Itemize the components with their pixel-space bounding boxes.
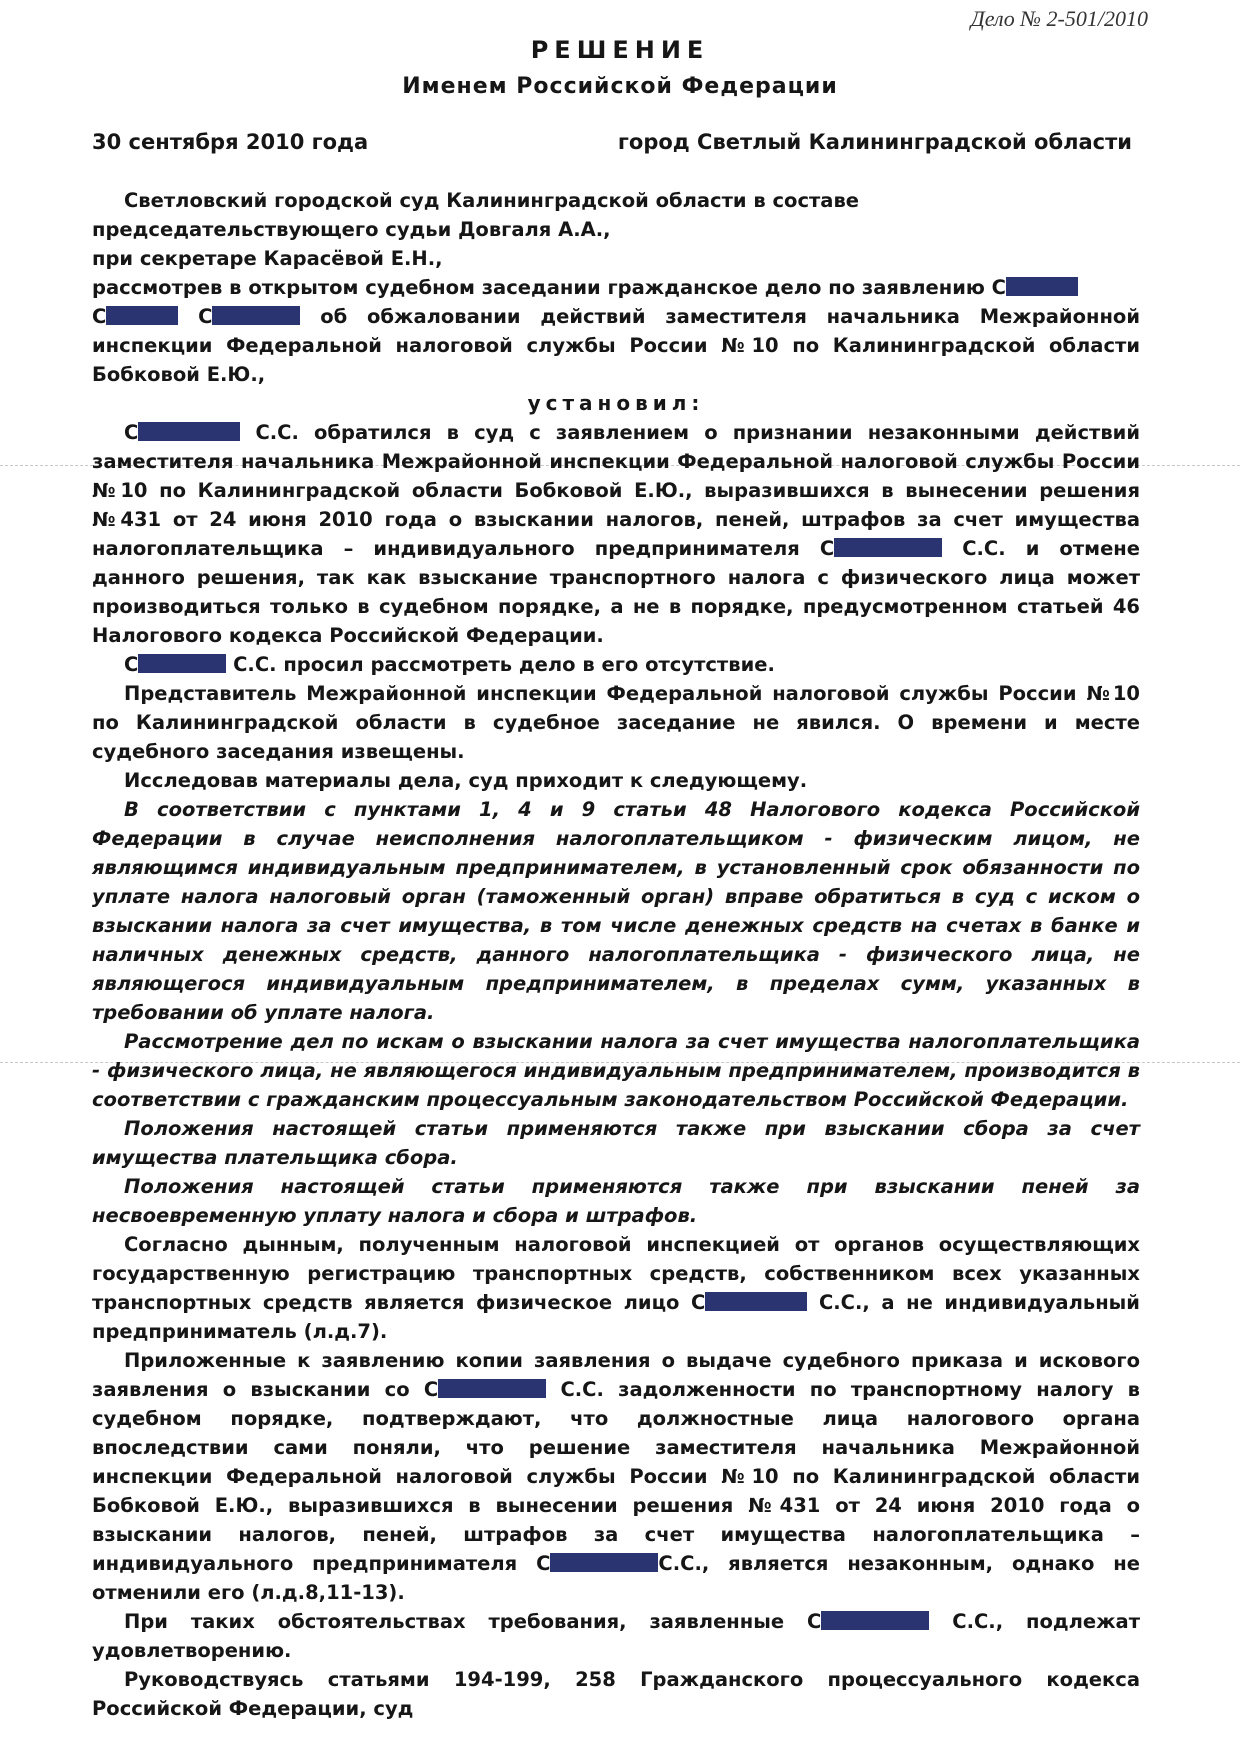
presiding-judge: председательствующего судьи Довгаля А.А., — [92, 218, 611, 241]
conclusion-paragraph: При таких обстоятельствах требования, заявленные С С.С., подлежат удовлетворению. — [92, 1610, 1140, 1662]
redaction-block — [550, 1553, 658, 1572]
document-body — [92, 186, 1140, 1723]
claim-paragraph: С С.С. обратился в суд с заявлением о признании незаконными действий заместителя начальника Межрайонной инспекции Федеральной налоговой службы России №10 по Калининградской области Бобковой Е.Ю., выразившихся в вынесении решения №431 от 24 июня 2010 года о взыскании налогов, пеней, штрафов за счет имущества налогоплательщика – индивидуального предпринимателя С С.С. и отмене данного решения, так как взыскание транспортного налога с физического лица может производиться только в судебном порядке, а не в порядке, предусмотренном статьей 46 Налогового кодекса Российской Федерации. — [92, 421, 1140, 647]
examined-paragraph: Исследовав материалы дела, суд приходит к следующему. — [124, 769, 808, 792]
absence-paragraph: С С.С. просил рассмотреть дело в его отсутствие. — [124, 653, 775, 676]
attached-documents-paragraph: Приложенные к заявлению копии заявления о выдаче судебного приказа и искового заявления о взыскании со С С.С. задолженности по транспортному налогу в судебном порядке, подтверждают, что должностные лица налогового органа впоследствии сами поняли, что решение заместителя начальника Межрайонной инспекции Федеральной налоговой службы России №10 по Калининградской области Бобковой Е.Ю., выразившихся в вынесении решения №431 от 24 июня 2010 года о взыскании налогов, пеней, штрафов за счет имущества налогоплательщика – индивидуального предпринимателя С С.С., является незаконным, однако не отменили его (л.д.8,11-13). — [92, 1349, 1141, 1604]
registration-data-paragraph: Согласно дынным, полученным налоговой инспекцией от органов осуществляющих государственную регистрацию транспортных средств, собственником всех указанных транспортных средств является физическое лицо С С.С., а не индивидуальный предприниматель (л.д.7). — [92, 1233, 1140, 1343]
redaction-block — [821, 1611, 929, 1630]
decision-city: город Светлый Калининградской области — [617, 130, 1132, 154]
guided-paragraph: Руководствуясь статьями 194-199, 258 Гражданского процессуального кодекса Российской Федерации, суд — [92, 1668, 1140, 1720]
representative-paragraph: Представитель Межрайонной инспекции Федеральной налоговой службы России №10 по Калининградской области в судебное заседание не явился. О времени и месте судебного заседания извещены. — [92, 682, 1140, 763]
section-established: установил: — [527, 391, 705, 415]
consideration-paragraph: рассмотрев в открытом судебном заседании гражданское дело по заявлению С С С об обжаловании действий заместителя начальника Межрайонной инспекции Федеральной налоговой службы России №10 по Калининградской области Бобковой Е.Ю., — [92, 276, 1140, 386]
case-number: Дело № 2-501/2010 — [970, 6, 1148, 31]
law-paragraph-4: Положения настоящей статьи применяются также при взыскании пеней за несвоевременную уплату налога и сбора и штрафов. — [92, 1175, 1140, 1227]
redaction-block — [438, 1379, 546, 1398]
law-paragraph-2: Рассмотрение дел по искам о взыскании налога за счет имущества налогоплательщика - физического лица, не являющегося индивидуальным предпринимателем, производится в соответствии с гражданским процессуальным законодательством Российской Федерации. — [92, 1030, 1140, 1111]
redaction-block — [138, 422, 240, 441]
redaction-block — [212, 306, 300, 325]
redaction-block — [138, 654, 226, 673]
court-secretary: при секретаре Карасёвой Е.Н., — [92, 247, 443, 270]
law-paragraph-3: Положения настоящей статьи применяются также при взыскании сбора за счет имущества плательщика сбора. — [92, 1117, 1140, 1169]
decision-date: 30 сентября 2010 года — [92, 130, 369, 154]
redaction-block — [705, 1292, 807, 1311]
law-paragraph-1: В соответствии с пунктами 1, 4 и 9 статьи 48 Налогового кодекса Российской Федерации в случае неисполнения налогоплательщиком - физическим лицом, не являющимся индивидуальным предпринимателем, в установленный срок обязанности по уплате налога налоговый орган (таможенный орган) вправе обратиться в суд с иском о взыскании налога за счет имущества, в том числе денежных средств на счетах в банке и наличных денежных средств, данного налогоплательщика - физического лица, не являющегося индивидуальным предпринимателем, в пределах сумм, указанных в требовании об уплате налога. — [92, 798, 1140, 1024]
document-title: РЕШЕНИЕ — [530, 36, 710, 64]
court-composition: Светловский городской суд Калининградской области в составе — [124, 189, 860, 212]
document-subtitle: Именем Российской Федерации — [402, 74, 838, 99]
redaction-block — [106, 306, 178, 325]
redaction-block — [834, 538, 942, 557]
redaction-block — [1006, 277, 1078, 296]
